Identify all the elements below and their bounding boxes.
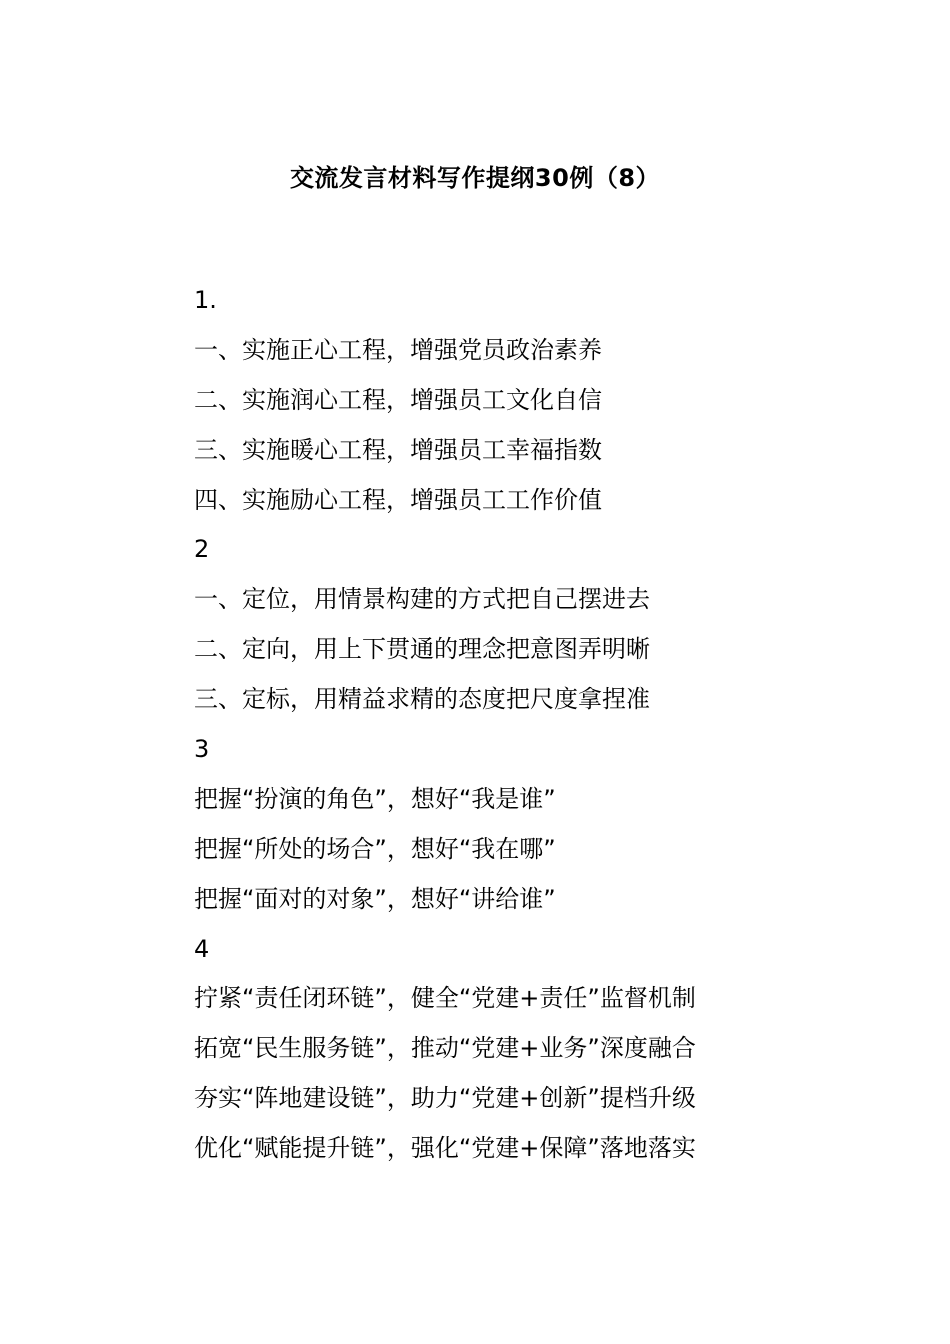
outline-item: 三、定标，用精益求精的态度把尺度拿捏准 bbox=[194, 685, 650, 714]
outline-item: 三、实施暖心工程，增强员工幸福指数 bbox=[194, 435, 602, 464]
outline-item: 四、实施励心工程，增强员工工作价值 bbox=[194, 485, 602, 514]
document-title: 交流发言材料写作提纲30例（8） bbox=[289, 164, 661, 192]
outline-item: 把握“扮演的角色”，想好“我是谁” bbox=[194, 784, 556, 813]
outline-item: 优化“赋能提升链”，强化“党建+保障”落地落实 bbox=[194, 1134, 696, 1163]
outline-item: 拧紧“责任闭环链”，健全“党建+责任”监督机制 bbox=[194, 984, 696, 1013]
section-number: 3 bbox=[194, 735, 210, 764]
outline-item: 把握“面对的对象”，想好“讲给谁” bbox=[194, 884, 556, 913]
document-body bbox=[194, 280, 834, 1178]
outline-item: 拓宽“民生服务链”，推动“党建+业务”深度融合 bbox=[194, 1034, 696, 1063]
outline-item: 一、实施正心工程，增强党员政治素养 bbox=[194, 335, 602, 364]
outline-item: 二、定向，用上下贯通的理念把意图弄明晰 bbox=[194, 635, 650, 664]
section-number: 2 bbox=[194, 535, 210, 564]
outline-item: 一、定位，用情景构建的方式把自己摆进去 bbox=[194, 585, 650, 614]
outline-item: 二、实施润心工程，增强员工文化自信 bbox=[194, 385, 602, 414]
section-number: 1. bbox=[194, 286, 217, 314]
section-number: 4 bbox=[194, 934, 210, 963]
outline-item: 把握“所处的场合”，想好“我在哪” bbox=[194, 834, 556, 863]
outline-item: 夯实“阵地建设链”，助力“党建+创新”提档升级 bbox=[194, 1084, 696, 1113]
